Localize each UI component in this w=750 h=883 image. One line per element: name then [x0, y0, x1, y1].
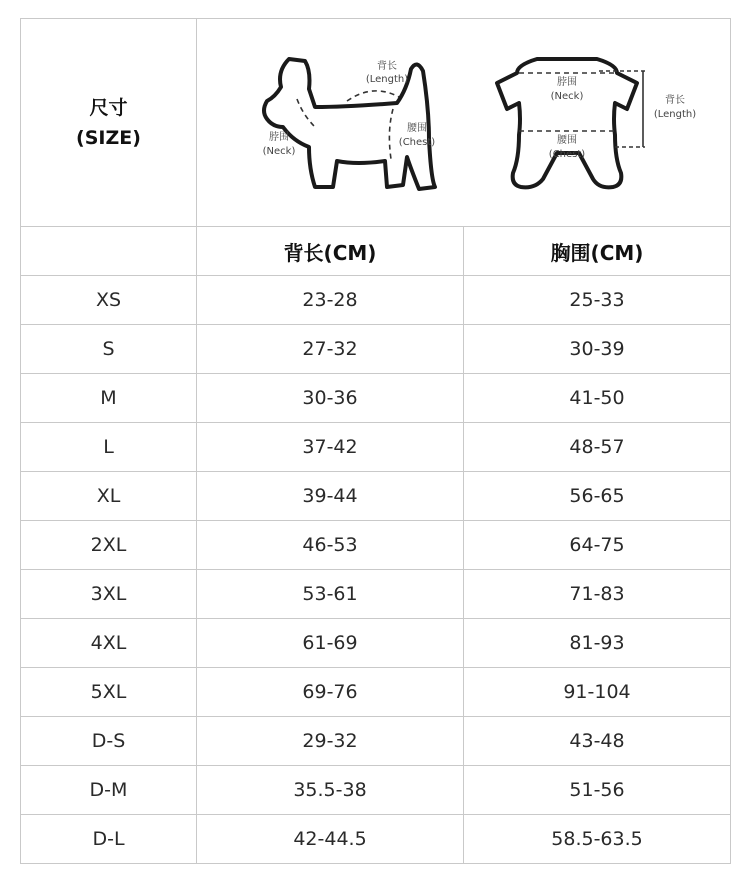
size-cell: S: [21, 325, 197, 374]
size-rows: [21, 276, 731, 864]
size-cell: D-L: [21, 815, 197, 864]
chest-cell: 41-50: [464, 374, 731, 423]
length-cell: 46-53: [197, 521, 464, 570]
size-cell: XL: [21, 472, 197, 521]
chest-cell: 43-48: [464, 717, 731, 766]
chest-cell: 56-65: [464, 472, 731, 521]
table-row: [21, 276, 731, 325]
chest-cell: 25-33: [464, 276, 731, 325]
length-cell: 23-28: [197, 276, 464, 325]
size-cell: D-S: [21, 717, 197, 766]
size-table: [20, 18, 731, 864]
size-cell: D-M: [21, 766, 197, 815]
header-row: [21, 19, 731, 227]
length-cell: 53-61: [197, 570, 464, 619]
table-row: [21, 423, 731, 472]
garment-chest-cn: 腰围: [557, 135, 577, 146]
table-row: [21, 717, 731, 766]
measurement-diagram-cell: [197, 19, 731, 227]
length-cell: 29-32: [197, 717, 464, 766]
table-row: [21, 619, 731, 668]
size-cell: XS: [21, 276, 197, 325]
chest-cell: 64-75: [464, 521, 731, 570]
chest-cell: 58.5-63.5: [464, 815, 731, 864]
column-header-chest: 胸围(CM): [464, 227, 731, 276]
chest-cell: 81-93: [464, 619, 731, 668]
chest-cell: 71-83: [464, 570, 731, 619]
length-cell: 39-44: [197, 472, 464, 521]
chest-cell: 51-56: [464, 766, 731, 815]
size-cell: L: [21, 423, 197, 472]
table-row: [21, 374, 731, 423]
dog-chest-line: [389, 109, 393, 159]
table-row: [21, 766, 731, 815]
length-cell: 35.5-38: [197, 766, 464, 815]
table-row: [21, 472, 731, 521]
chest-cell: 48-57: [464, 423, 731, 472]
garment-neck-cn: 脖围: [557, 77, 577, 88]
column-header-blank: [21, 227, 197, 276]
column-header-row: [21, 227, 731, 276]
size-cell: 5XL: [21, 668, 197, 717]
size-subtitle: (SIZE): [76, 126, 141, 149]
table-row: [21, 815, 731, 864]
length-cell: 30-36: [197, 374, 464, 423]
garment-neck-en: (Neck): [550, 91, 584, 102]
column-header-length: 背长(CM): [197, 227, 464, 276]
table-row: [21, 325, 731, 374]
dog-chest-en: (Chest): [398, 137, 436, 148]
size-chart: [20, 18, 730, 860]
table-row: [21, 521, 731, 570]
chest-cell: 91-104: [464, 668, 731, 717]
size-cell: 3XL: [21, 570, 197, 619]
length-cell: 61-69: [197, 619, 464, 668]
garment-length-en: (Length): [653, 109, 697, 120]
dog-length-line: [347, 91, 399, 101]
size-cell: M: [21, 374, 197, 423]
dog-length-cn: 背长: [377, 61, 397, 72]
size-title-cell: [21, 19, 197, 227]
length-cell: 27-32: [197, 325, 464, 374]
table-row: [21, 570, 731, 619]
length-cell: 37-42: [197, 423, 464, 472]
dog-chest-cn: 腰围: [407, 123, 427, 134]
size-cell: 4XL: [21, 619, 197, 668]
table-row: [21, 668, 731, 717]
measurement-diagram: [197, 19, 730, 221]
length-cell: 42-44.5: [197, 815, 464, 864]
chest-cell: 30-39: [464, 325, 731, 374]
size-title: 尺寸: [89, 96, 128, 119]
dog-neck-cn: 脖围: [269, 132, 289, 143]
garment-length-cn: 背长: [665, 95, 685, 106]
dog-neck-en: (Neck): [262, 146, 296, 157]
garment-chest-en: (Chest): [548, 149, 586, 160]
size-cell: 2XL: [21, 521, 197, 570]
length-cell: 69-76: [197, 668, 464, 717]
dog-length-en: (Length): [365, 74, 409, 85]
